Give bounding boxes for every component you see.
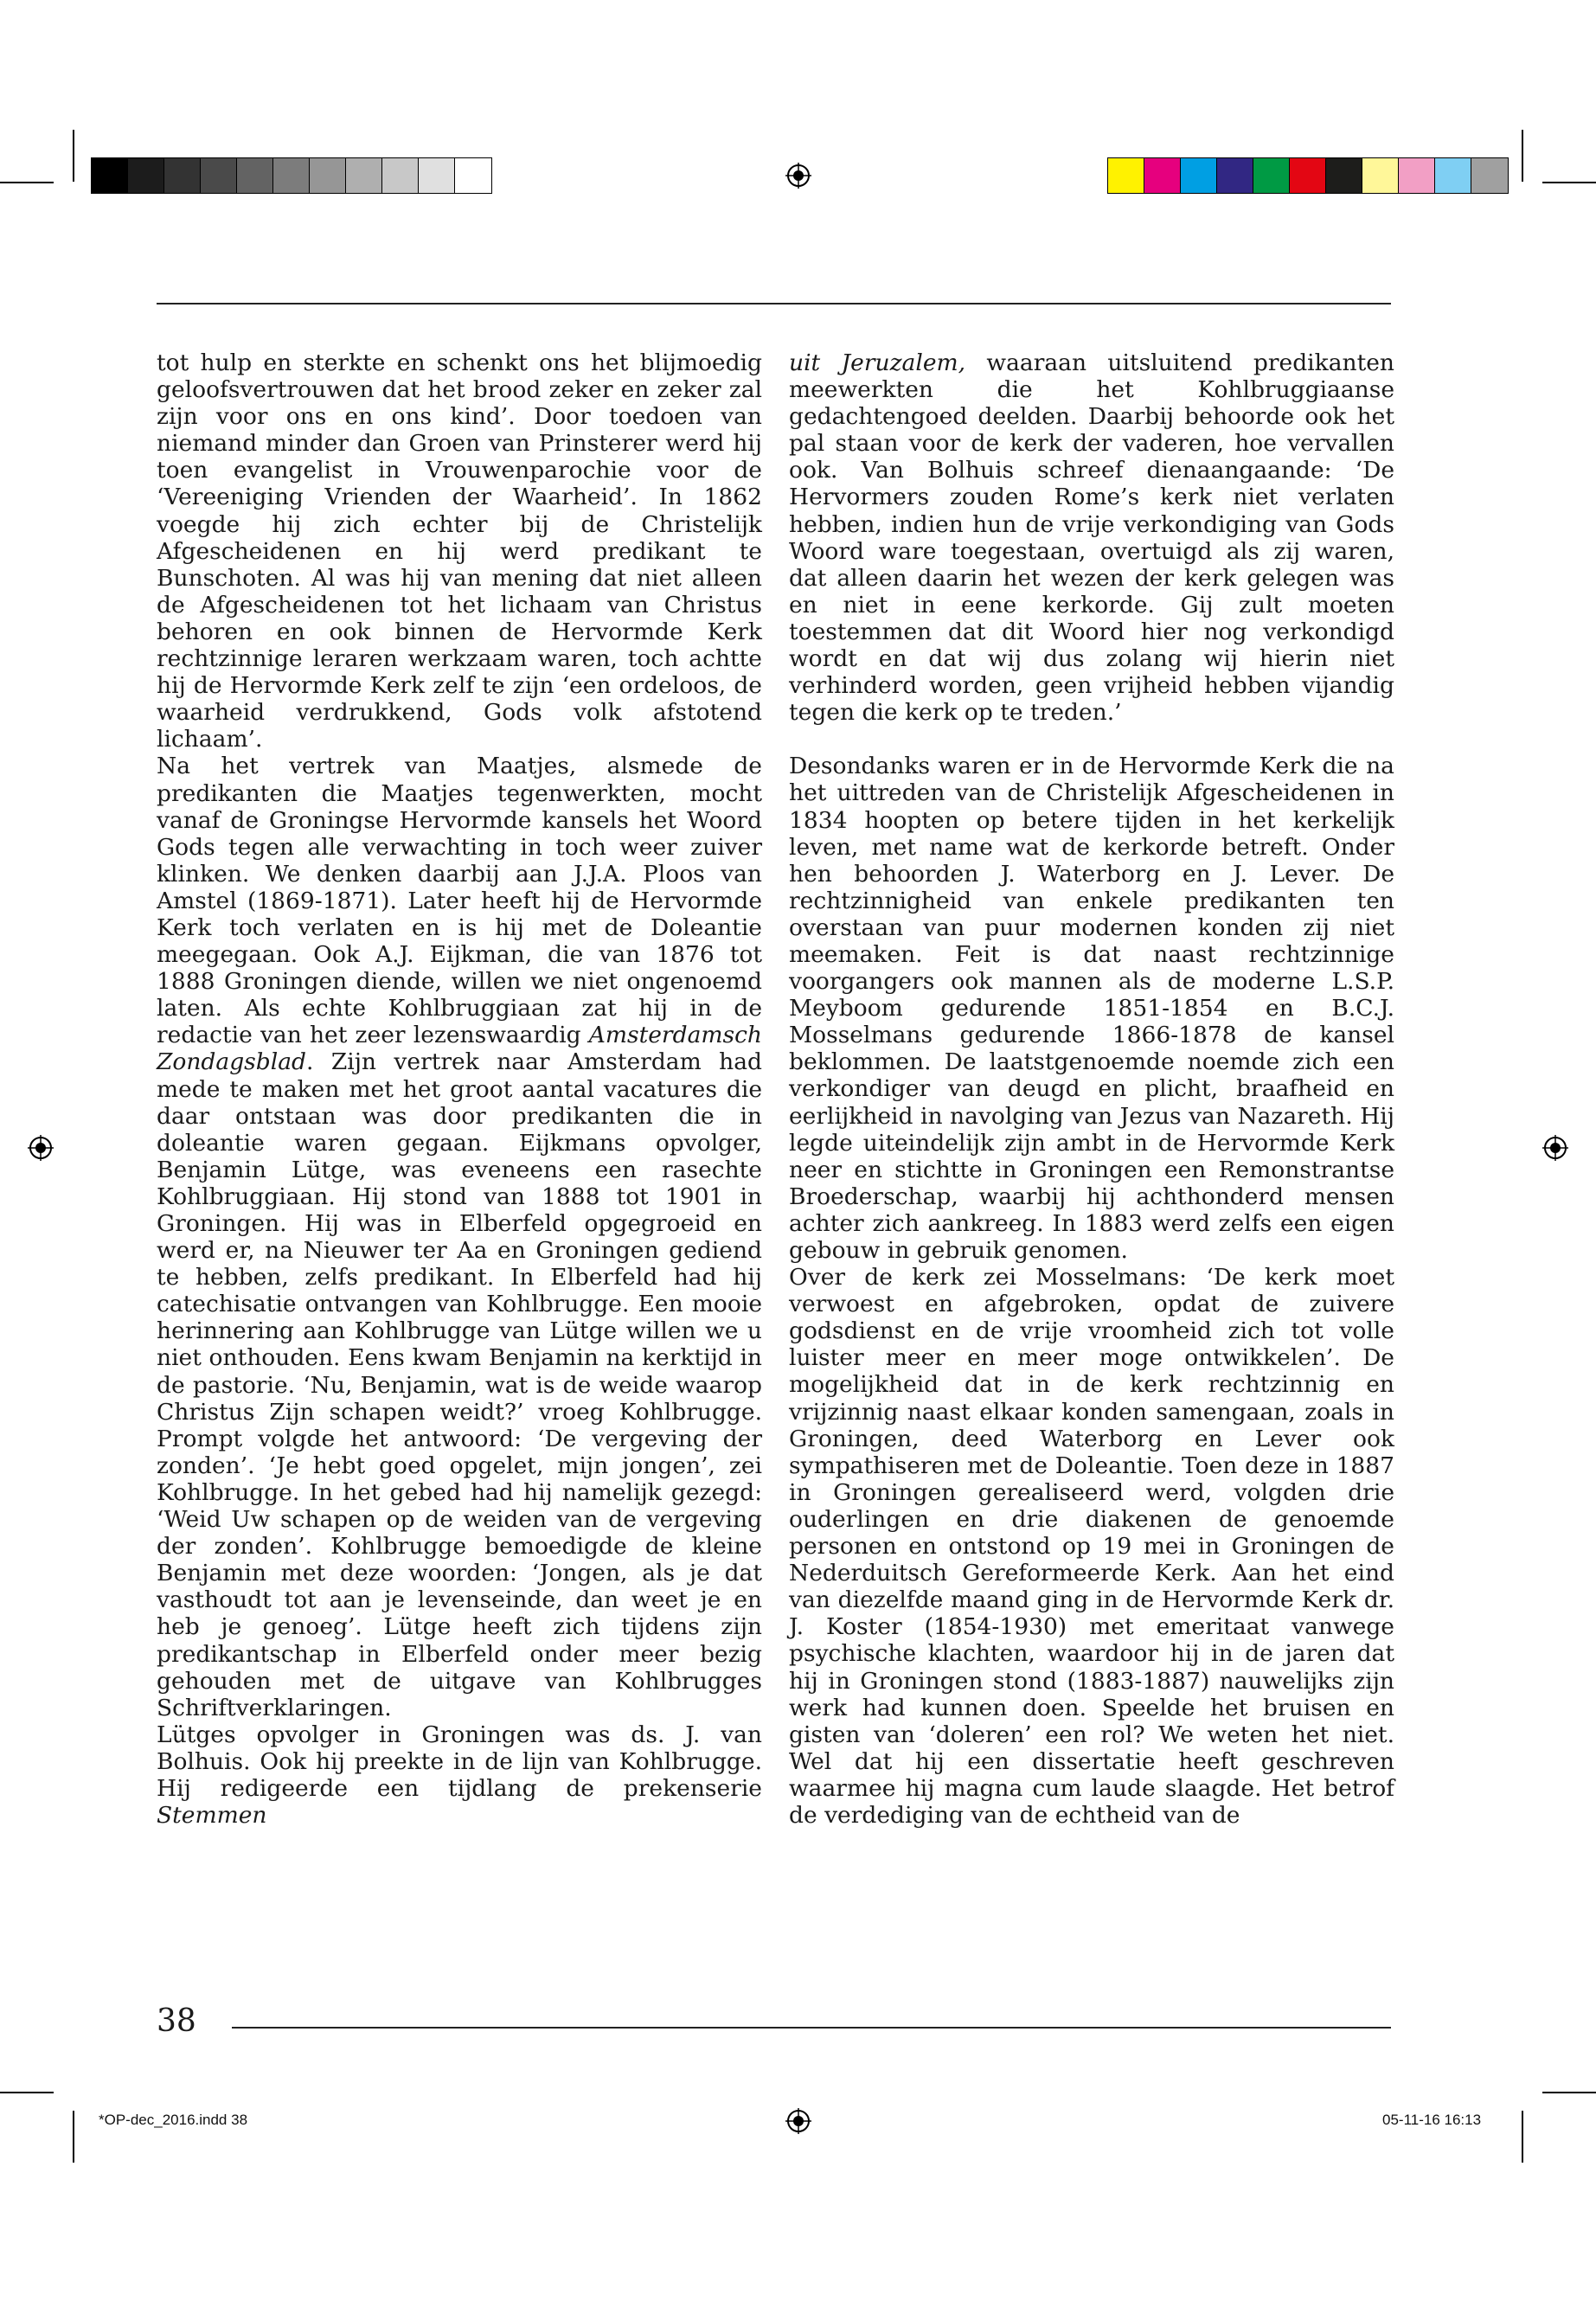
- color-patch: [1253, 158, 1290, 193]
- color-patch: [419, 158, 455, 193]
- crop-mark: [73, 2111, 74, 2163]
- footer-rule: [232, 2027, 1391, 2029]
- crop-mark: [1542, 182, 1596, 183]
- process-color-bar: [1107, 157, 1509, 194]
- color-patch: [455, 158, 491, 193]
- color-patch: [1471, 158, 1508, 193]
- paragraph: [789, 1264, 1394, 1829]
- text-run: Na het vertrek van Maatjes, alsmede de predikanten die Maatjes tegenwerkten, mocht vanaf de Groningse Hervormde kansels het Woord Gods tegen alle verwachting in toch weer zuiver klinken. We denken daarbij aan J.J.A. Ploos van Amstel (1869-1871). Later heeft hij de Hervormde Kerk toch verlaten en is hij met de Doleantie meegegaan. Ook A.J. Eijkman, die van 1876 tot 1888 Groningen diende, willen we niet ongenoemd laten. Als echte Kohlbruggiaan zat hij in de redactie van het zeer lezenswaardig: [157, 753, 762, 1049]
- color-patch: [1326, 158, 1362, 193]
- crop-mark: [0, 2092, 54, 2093]
- page-number: 38: [157, 2003, 196, 2039]
- header-rule: [157, 303, 1391, 304]
- crop-mark: [73, 130, 74, 182]
- color-patch: [382, 158, 419, 193]
- text-run: Desondanks waren er in de Hervormde Kerk die na het uittreden van de Christelijk Afgescheidenen in 1834 hoopten op betere tijden in het kerkelijk leven, met name wat de kerkorde betreft. Onder hen behoorden J. Waterborg en J. Lever. De rechtzinnigheid van enkele predikanten ten overstaan van puur modernen konden zij niet meemaken. Feit is dat naast rechtzinnige voorgangers ook mannen als de moderne L.S.P. Meyboom gedurende 1851-1854 en B.C.J. Mosselmans gedurende 1866-1878 de kansel beklommen. De laatstgenoemde noemde zich een verkondiger van deugd en plicht, braafheid en eerlijkheid in navolging van Jezus van Nazareth. Hij legde uiteindelijk zijn ambt in de Hervormde Kerk neer en stichtte in Groningen een Remonstrantse Broederschap, waarbij hij achthonderd mensen achter zich aankreeg. In 1883 werd zelfs een eigen gebouw in gebruik genomen.: [789, 753, 1394, 1264]
- color-patch: [128, 158, 164, 193]
- color-patch: [310, 158, 346, 193]
- italic-title: Amsterdamsch Zondagsblad: [157, 1022, 762, 1076]
- text-run: waaraan uitsluitend predikanten meewerkten die het Kohlbruggiaanse gedachtengoed deelden. Daarbij behoorde ook het pal staan voor de kerk der vaderen, hoe vervallen ook. Van Bolhuis schreef dienaangaande: ‘De Hervormers zouden Rome’s kerk niet verlaten hebben, indien hun de vrije verkondiging van Gods Woord ware toegestaan, overtuigd als zij waren, dat alleen daarin het wezen der kerk gelegen was en niet in eene kerkorde. Gij zult moeten toestemmen dat dit Woord hier nog verkondigd wordt en dat wij dus zolang wij hierin niet verhinderd worden, geen vrijheid hebben vijandig tegen die kerk op te treden.’: [789, 349, 1394, 727]
- color-patch: [1435, 158, 1471, 193]
- color-patch: [164, 158, 201, 193]
- paragraph: [157, 753, 762, 1721]
- paragraph: [157, 349, 762, 753]
- color-patch: [1144, 158, 1181, 193]
- grayscale-control-bar: [91, 157, 492, 194]
- color-patch: [273, 158, 310, 193]
- italic-title: uit Jeruzalem,: [789, 349, 966, 376]
- text-column-left: [157, 349, 762, 1829]
- paragraph: [789, 349, 1394, 726]
- italic-title: Stemmen: [157, 1802, 267, 1830]
- crop-mark: [1522, 2111, 1523, 2163]
- crop-mark: [1522, 130, 1523, 182]
- paragraph: [789, 753, 1394, 1264]
- paragraph: [157, 1721, 762, 1829]
- registration-mark-icon: [785, 2108, 811, 2134]
- crop-mark: [1542, 2092, 1596, 2093]
- text-run: . Zijn vertrek naar Amsterdam had mede te maken met het groot aantal vacatures die daar ontstaan was door predikanten die in doleantie waren gegaan. Eijkmans opvolger, Benjamin Lütge, was eveneens een rasechte Kohlbruggiaan. Hij stond van 1888 tot 1901 in Groningen. Hij was in Elberfeld opgegroeid en werd er, na Nieuwer ter Aa en Groningen gediend te hebben, zelfs predikant. In Elberfeld had hij catechisatie ontvangen van Kohlbrugge. Een mooie herinnering aan Kohlbrugge van Lütge willen we u niet onthouden. Eens kwam Benjamin na kerktijd in de pastorie. ‘Nu, Benjamin, wat is de weide waarop Christus Zijn schapen weidt?’ vroeg Kohlbrugge. Prompt volgde het antwoord: ‘De vergeving der zonden’. ‘Je hebt goed opgelet, mijn jongen’, zei Kohlbrugge. In het gebed had hij namelijk gezegd: ‘Weid Uw schapen op de weiden van de vergeving der zonden’. Kohlbrugge bemoedigde de kleine Benjamin met deze woorden: ‘Jongen, als je dat vasthoudt tot aan je levenseinde, dan weet je en heb je genoeg’. Lütge heeft zich tijdens zijn predikantschap in Elberfeld onder meer bezig gehouden met de uitgave van Kohlbrugges Schriftverklaringen.: [157, 1048, 762, 1721]
- text-column-right: [789, 349, 1394, 1829]
- text-run: tot hulp en sterkte en schenkt ons het blijmoedig geloofsvertrouwen dat het brood zeker en zeker zal zijn voor ons en ons kind’. Door toedoen van niemand minder dan Groen van Prinsterer werd hij toen evangelist in Vrouwenparochie voor de ‘Vereeniging Vrienden der Waarheid’. In 1862 voegde hij zich echter bij de Christelijk Afgescheidenen en hij werd predikant te Bunschoten. Al was hij van mening dat niet alleen de Afgescheidenen tot het lichaam van Christus behoren en ook binnen de Hervormde Kerk rechtzinnige leraren werkzaam waren, toch achtte hij de Hervormde Kerk zelf te zijn ‘een ordeloos, de waarheid verdrukkend, Gods volk afstotend lichaam’.: [157, 349, 762, 753]
- color-patch: [1362, 158, 1399, 193]
- slug-timestamp: 05-11-16 16:13: [1382, 2112, 1482, 2128]
- text-run: Over de kerk zei Mosselmans: ‘De kerk moet verwoest en afgebroken, opdat de zuivere godsdienst en de vrije vroomheid zich tot volle luister meer en meer moge ontwikkelen’. De mogelijkheid dat in de kerk rechtzinnig en vrijzinnig naast elkaar konden samengaan, zoals in Groningen, deed Waterborg en Lever ook sympathiseren met de Doleantie. Toen deze in 1887 in Groningen gerealiseerd werd, volgden drie ouderlingen en drie diakenen de genoemde personen en ontstond op 19 mei in Groningen de Nederduitsch Gereformeerde Kerk. Aan het eind van diezelfde maand ging in de Hervormde Kerk dr. J. Koster (1854-1930) met emeritaat vanwege psychische klachten, waardoor hij in de jaren dat hij in Groningen stond (1883-1887) nauwelijks zijn werk had kunnen doen. Speelde het bruisen en gisten van ‘doleren’ een rol? We weten het niet. Wel dat hij een dissertatie heeft geschreven waarmee hij magna cum laude slaagde. Het betrof de verdediging van de echtheid van de: [789, 1264, 1394, 1829]
- color-patch: [92, 158, 128, 193]
- registration-mark-icon: [1542, 1135, 1568, 1161]
- color-patch: [237, 158, 273, 193]
- color-patch: [1399, 158, 1435, 193]
- color-patch: [346, 158, 382, 193]
- text-run: Lütges opvolger in Groningen was ds. J. van Bolhuis. Ook hij preekte in de lijn van Kohlbrugge. Hij redigeerde een tijdlang de prekenserie: [157, 1721, 762, 1802]
- color-patch: [1108, 158, 1144, 193]
- color-patch: [201, 158, 237, 193]
- color-patch: [1290, 158, 1326, 193]
- slug-filename: *OP-dec_2016.indd 38: [99, 2112, 248, 2128]
- color-patch: [1217, 158, 1253, 193]
- registration-mark-icon: [28, 1135, 54, 1161]
- color-patch: [1181, 158, 1217, 193]
- crop-mark: [0, 182, 54, 183]
- registration-mark-icon: [785, 163, 811, 189]
